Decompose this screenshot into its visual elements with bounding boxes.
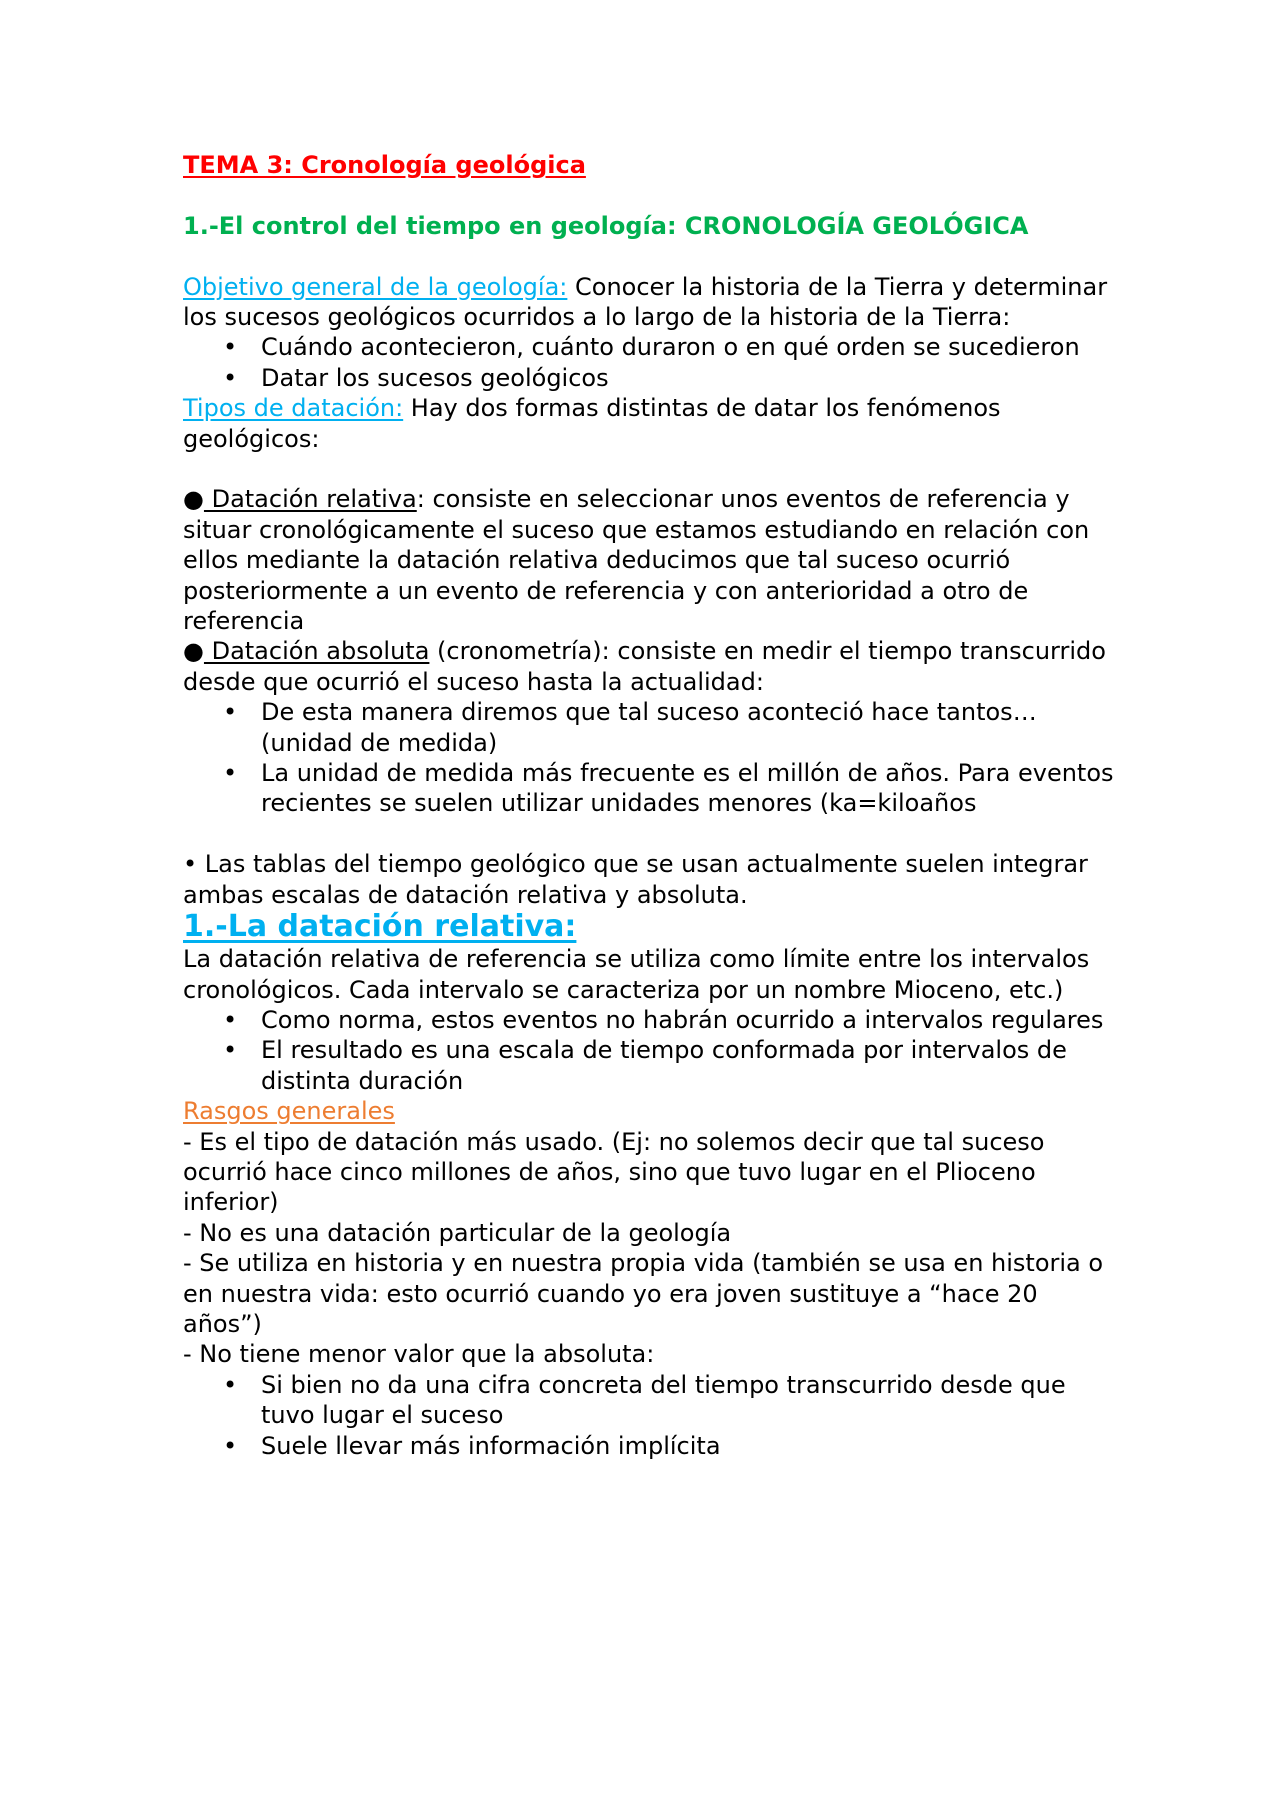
absolute-dating-text: (cronometría): consiste en medir el tiempo transcurrido desde que ocurrió el suceso hasta la actualidad: bbox=[183, 637, 1106, 696]
relative-dating-term: Datación relativa bbox=[203, 485, 417, 514]
section-heading-chronology: 1.-El control del tiempo en geología: CRONOLOGÍA GEOLÓGICA bbox=[183, 211, 1029, 240]
bullet-icon: • bbox=[223, 1370, 238, 1399]
dating-types-text: Hay dos formas distintas de datar los fenómenos geológicos: bbox=[183, 394, 1001, 453]
list-item bbox=[183, 758, 1123, 819]
list-item bbox=[183, 1370, 1123, 1431]
absolute-dating-term: Datación absoluta bbox=[203, 637, 430, 666]
document-title: TEMA 3: Cronología geológica bbox=[183, 151, 586, 179]
list-item-text: La unidad de medida más frecuente es el millón de años. Para eventos recientes se suelen utilizar unidades menores (ka=kiloaños bbox=[261, 759, 1114, 818]
spacer bbox=[183, 180, 1123, 210]
spacer bbox=[183, 454, 1123, 484]
list-item bbox=[183, 363, 1123, 393]
list-item bbox=[183, 1431, 1123, 1461]
objective-text: Conocer la historia de la Tierra y determinar los sucesos geológicos ocurridos a lo largo de la historia de la Tierra: bbox=[183, 272, 1108, 331]
filled-circle-icon: ● bbox=[183, 485, 204, 514]
objective-paragraph bbox=[183, 272, 1123, 333]
feature-line: - No es una datación particular de la geología bbox=[183, 1218, 732, 1247]
relative-dating-text: : consiste en seleccionar unos eventos de referencia y situar cronológicamente el suceso que estamos estudiando en relación con ellos mediante la datación relativa deducimos que tal suceso ocurrió posteriormente a un evento de referencia y con anterioridad a otro de referencia bbox=[183, 485, 1090, 636]
tables-note-paragraph: • Las tablas del tiempo geológico que se usan actualmente suelen integrar ambas escalas de datación relativa y absoluta. bbox=[183, 850, 1088, 909]
document-page bbox=[183, 150, 1123, 1461]
bullet-icon: • bbox=[223, 1431, 238, 1460]
bullet-icon: • bbox=[223, 1036, 238, 1065]
list-item bbox=[183, 1005, 1123, 1035]
value-bullet-list bbox=[183, 1370, 1123, 1461]
list-item bbox=[183, 1035, 1123, 1096]
relative-dating-heading: 1.-La datación relativa: bbox=[183, 909, 577, 945]
list-item-text: Datar los sucesos geológicos bbox=[261, 363, 609, 392]
filled-circle-icon: ● bbox=[183, 637, 204, 666]
list-item-text: Como norma, estos eventos no habrán ocurrido a intervalos regulares bbox=[261, 1005, 1104, 1034]
bullet-icon: • bbox=[223, 759, 238, 788]
bullet-icon: • bbox=[223, 1005, 238, 1034]
list-item-text: El resultado es una escala de tiempo conformada por intervalos de distinta duración bbox=[261, 1036, 1067, 1095]
bullet-icon: • bbox=[223, 698, 238, 727]
bullet-icon: • bbox=[223, 363, 238, 392]
list-item-text: Suele llevar más información implícita bbox=[261, 1431, 721, 1460]
objective-bullet-list bbox=[183, 332, 1123, 393]
feature-line: - Se utiliza en historia y en nuestra propia vida (también se usa en historia o en nuestra vida: esto ocurrió cuando yo era joven sustituye a “hace 20 años”) bbox=[183, 1249, 1104, 1338]
list-item-text: Si bien no da una cifra concreta del tiempo transcurrido desde que tuvo lugar el suceso bbox=[261, 1370, 1066, 1430]
list-item-text: Cuándo acontecieron, cuánto duraron o en qué orden se sucedieron bbox=[261, 333, 1080, 362]
spacer bbox=[183, 241, 1123, 271]
relative-bullet-list bbox=[183, 1005, 1123, 1096]
absolute-bullet-list bbox=[183, 697, 1123, 819]
bullet-icon: • bbox=[223, 333, 238, 362]
absolute-dating-paragraph bbox=[183, 636, 1123, 697]
feature-line: - No tiene menor valor que la absoluta: bbox=[183, 1340, 655, 1369]
list-item bbox=[183, 332, 1123, 362]
relative-intro-paragraph: La datación relativa de referencia se utiliza como límite entre los intervalos cronológicos. Cada intervalo se caracteriza por un nombre Mioceno, etc.) bbox=[183, 945, 1090, 1004]
list-item-text: De esta manera diremos que tal suceso aconteció hace tantos… (unidad de medida) bbox=[261, 698, 1037, 757]
feature-line: - Es el tipo de datación más usado. (Ej: no solemos decir que tal suceso ocurrió hace cinco millones de años, sino que tuvo lugar en el Plioceno inferior) bbox=[183, 1127, 1045, 1217]
features-label: Rasgos generales bbox=[183, 1097, 395, 1126]
spacer bbox=[183, 819, 1123, 849]
objective-label: Objetivo general de la geología: bbox=[183, 272, 568, 301]
list-item bbox=[183, 697, 1123, 758]
dating-types-label: Tipos de datación: bbox=[183, 394, 404, 423]
relative-dating-paragraph bbox=[183, 484, 1123, 636]
dating-types-paragraph bbox=[183, 393, 1123, 454]
